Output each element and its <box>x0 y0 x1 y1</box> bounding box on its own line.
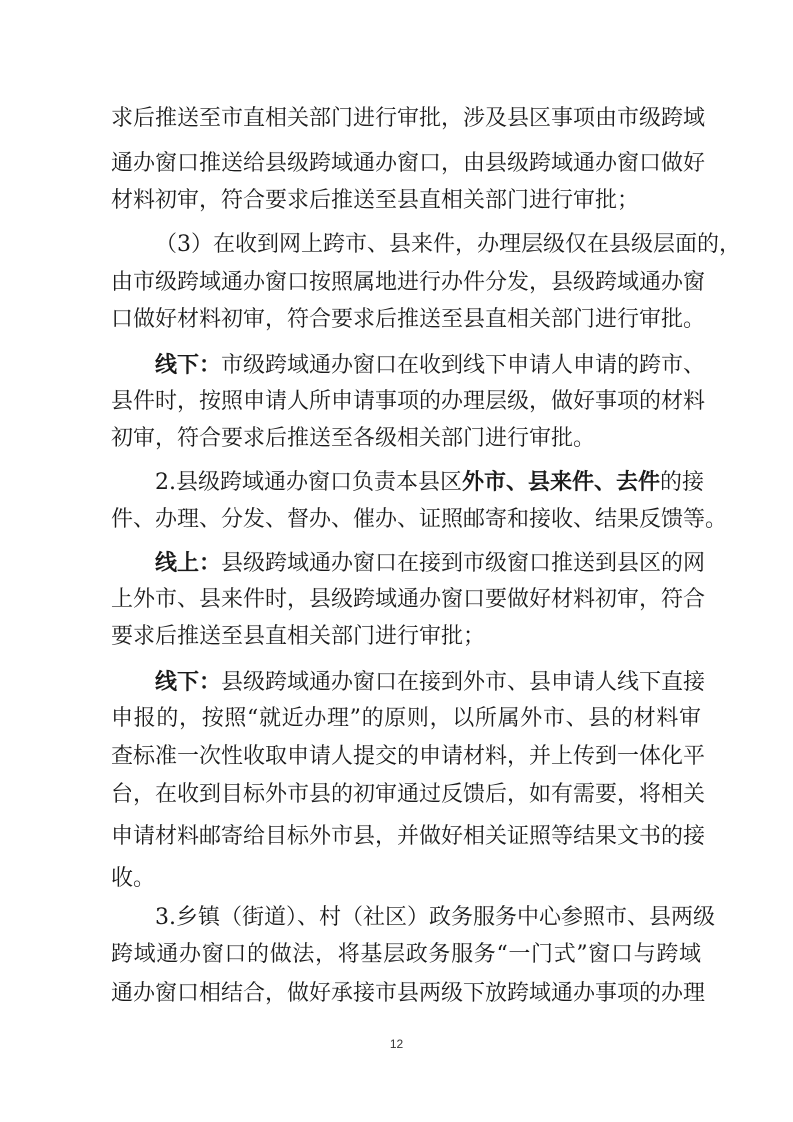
text-line: 3.乡镇（街道）、村（社区）政务服务中心参照市、县两级 <box>155 905 715 930</box>
online-label: 线上： <box>155 550 222 576</box>
text-line: 材料初审，符合要求后推送至县直相关部门进行审批； <box>111 188 640 213</box>
text-line: 县件时，按照申请人所申请事项的办理层级，做好事项的材料 <box>111 389 706 414</box>
text-line: 查标准一次性收取申请人提交的申请材料，并上传到一体化平 <box>111 744 706 769</box>
offline-label: 线下： <box>155 352 222 378</box>
offline-label: 线下： <box>155 669 222 695</box>
text-line: 口做好材料初审，符合要求后推送至县直相关部门进行审批。 <box>111 307 706 332</box>
text-line: 通办窗口推送给县级跨域通办窗口，由县级跨域通办窗口做好 <box>111 151 706 176</box>
text-line: 通办窗口相结合，做好承接市县两级下放跨域通办事项的办理 <box>111 981 706 1006</box>
text-line: 要求后推送至县直相关部门进行审批； <box>111 624 486 649</box>
text-line: 申请材料邮寄给目标外市县，并做好相关证照等结果文书的接 <box>111 824 706 849</box>
text-line: 台，在收到目标外市县的初审通过反馈后，如有需要，将相关 <box>111 782 706 807</box>
text-line: 初审，符合要求后推送至各级相关部门进行审批。 <box>111 426 596 451</box>
text-line: 跨域通办窗口的做法，将基层政务服务“一门式”窗口与跨域 <box>111 942 701 967</box>
text-line: （3）在收到网上跨市、县来件，办理层级仅在县级层面的， <box>155 232 741 257</box>
text-line: 线下：县级跨域通办窗口在接到外市、县申请人线下直接 <box>155 669 706 695</box>
text-line: 线下：市级跨域通办窗口在收到线下申请人申请的跨市、 <box>155 352 706 378</box>
text-line: 申报的，按照“就近办理”的原则，以所属外市、县的材料审 <box>111 706 701 731</box>
text-line: 2.县级跨域通办窗口负责本县区外市、县来件、去件的接 <box>155 469 705 495</box>
emphasis-text: 外市、县来件、去件 <box>462 469 661 495</box>
page-number: 12 <box>389 1037 404 1051</box>
text-line: 件、办理、分发、督办、催办、证照邮寄和接收、结果反馈等。 <box>111 507 728 532</box>
text-line: 收。 <box>111 866 156 891</box>
text-line: 线上：县级跨域通办窗口在接到市级窗口推送到县区的网 <box>155 550 706 576</box>
text-line: 由市级跨域通办窗口按照属地进行办件分发，县级跨域通办窗 <box>111 270 706 295</box>
text-line: 求后推送至市直相关部门进行审批，涉及县区事项由市级跨域 <box>111 106 706 131</box>
text-line: 上外市、县来件时，县级跨域通办窗口要做好材料初审，符合 <box>111 587 706 612</box>
